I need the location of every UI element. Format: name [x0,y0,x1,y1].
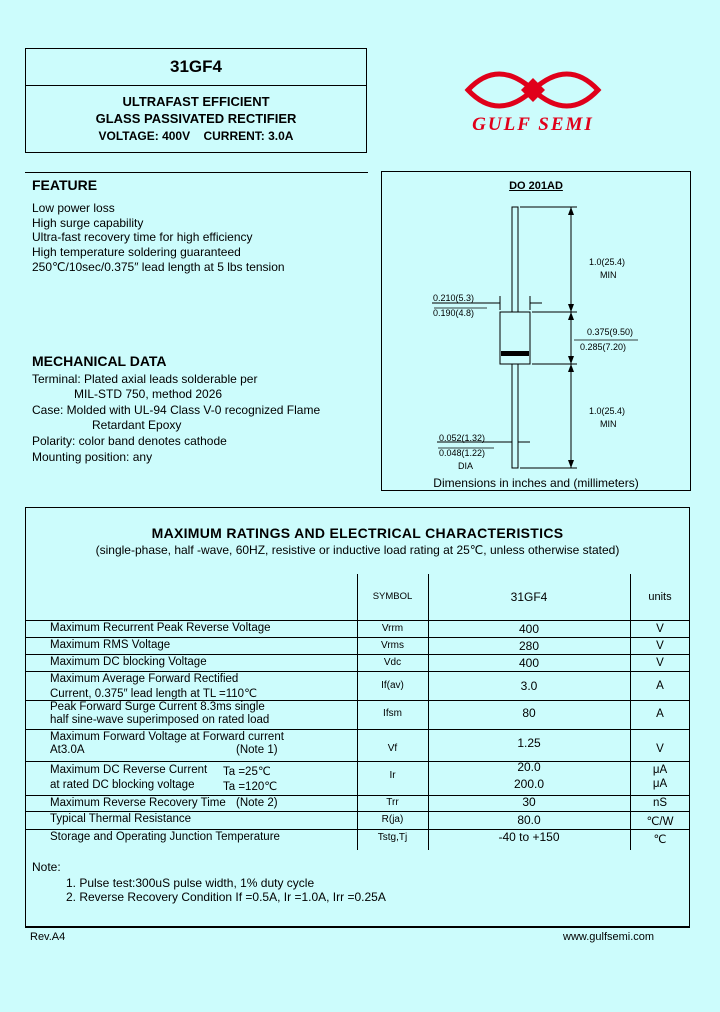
unit: ℃ [653,834,667,846]
value: 20.0 [517,760,541,774]
feature-item: 250℃/10sec/0.375″ lead length at 5 lbs tension [32,260,285,274]
mechanical-line: Case: Molded with UL-94 Class V-0 recognized Flame [32,403,321,417]
value: 400 [518,656,540,670]
unit: V [656,623,664,635]
col-header-part: 31GF4 [510,590,548,604]
dim-lead-length-top: 1.0(25.4) [589,257,626,267]
symbol: R(ja) [381,814,404,825]
dim-lead-dia-label: DIA [458,461,474,471]
param-condition: Ta =25℃ [223,766,271,778]
row-rule [25,671,690,672]
symbol: Vrms [381,640,404,651]
dim-lead-dia-max: 0.052(1.32) [439,433,486,443]
dim-body-dia-min: 0.190(4.8) [433,308,475,318]
dim-body-len-max: 0.375(9.50) [587,327,634,337]
revision: Rev.A4 [30,931,66,943]
logo-mark-icon [458,60,608,120]
cathode-band [501,351,529,356]
current-rating: CURRENT: 3.0A [203,129,294,143]
param-label: Maximum Reverse Recovery Time [50,797,226,809]
row-rule [25,637,690,638]
package-name: DO 201AD [509,180,563,192]
symbol: Vrrm [381,623,404,634]
mechanical-line: Mounting position: any [32,450,153,464]
symbol: Ifsm [383,708,402,719]
unit: μA [652,764,668,776]
col-header-units: units [648,591,672,603]
param-note: (Note 2) [236,797,278,809]
ratings-subtitle: (single-phase, half -wave, 60HZ, resistive or inductive load rating at 25℃, unless otherwise stated) [95,543,620,557]
value-2: 200.0 [513,777,545,791]
mechanical-line: Retardant Epoxy [92,418,182,432]
symbol: Vdc [383,657,402,668]
note-item: 1. Pulse test:300uS pulse width, 1% duty cycle [66,876,315,890]
voltage-current-line [26,129,366,143]
unit: ℃/W [646,816,674,828]
param-label-line2: at rated DC blocking voltage [50,779,195,791]
mechanical-line: Terminal: Plated axial leads solderable per [32,372,258,386]
dim-lead-length-bottom: 1.0(25.4) [589,406,626,416]
param-condition-2: Ta =120℃ [223,781,278,793]
unit: V [656,657,664,669]
unit: V [656,743,664,755]
unit: A [656,680,664,692]
row-rule [25,654,690,655]
unit: A [656,708,664,720]
value: 400 [518,622,540,636]
title-line-1: ULTRAFAST EFFICIENT [122,94,270,109]
param-label: Maximum RMS Voltage [50,639,171,651]
ratings-title: MAXIMUM RATINGS AND ELECTRICAL CHARACTERISTICS [151,525,564,541]
dim-lead-length-top-min: MIN [600,270,617,280]
param-note: (Note 1) [236,744,278,756]
voltage-rating: VOLTAGE: 400V [98,129,191,143]
param-label: Maximum DC blocking Voltage [50,656,207,668]
symbol: Vf [387,743,398,754]
param-label-line2: Current, 0.375″ lead length at TL =110℃ [50,688,257,700]
unit: nS [652,797,668,809]
param-label: Maximum Recurrent Peak Reverse Voltage [50,622,271,634]
header-rule [25,620,690,621]
unit-2: μA [652,778,668,790]
param-label-line2: half sine-wave superimposed on rated load [50,714,270,726]
symbol: Ir [389,770,396,781]
mechanical-title: MECHANICAL DATA [32,353,167,369]
part-number: 31GF4 [26,49,366,86]
param-label-line2: At3.0A [50,744,85,756]
col-header-symbol: SYMBOL [372,591,413,602]
dim-body-len-min: 0.285(7.20) [580,342,627,352]
param-label: Typical Thermal Resistance [50,813,192,825]
param-label: Maximum Average Forward Rectified [50,673,239,685]
mechanical-line: Polarity: color band denotes cathode [32,434,227,448]
value: 3.0 [520,679,538,693]
website-link[interactable]: www.gulfsemi.com [563,931,655,943]
dim-body-dia-max: 0.210(5.3) [433,293,475,303]
company-logo [458,60,608,140]
dimensions-caption: Dimensions in inches and (millimeters) [433,476,639,490]
value: 30 [522,795,536,809]
mechanical-line: MIL-STD 750, method 2026 [74,387,223,401]
package-drawing-box [381,171,691,491]
value: 1.25 [517,736,541,750]
value: 80.0 [517,813,541,827]
dim-lead-length-bottom-min: MIN [600,419,617,429]
value: 280 [518,639,540,653]
param-label: Maximum DC Reverse Current [50,764,208,776]
feature-item: High surge capability [32,216,144,230]
notes-title: Note: [32,860,61,874]
row-rule [25,729,690,730]
param-label: Maximum Forward Voltage at Forward current [50,731,284,743]
symbol: Trr [386,797,399,808]
symbol: If(av) [381,680,404,691]
value: 80 [522,706,536,720]
feature-rule [25,172,368,173]
param-label: Storage and Operating Junction Temperature [50,831,280,843]
param-label: Peak Forward Surge Current 8.3ms single [50,701,265,713]
package-outline-diagram [382,172,692,492]
title-box [25,48,367,153]
row-rule [25,811,690,812]
symbol: Tstg,Tj [377,832,408,843]
feature-item: High temperature soldering guaranteed [32,245,241,259]
feature-item: Ultra-fast recovery time for high efficiency [32,230,253,244]
feature-item: Low power loss [32,201,115,215]
logo-text: GULF SEMI [472,114,594,135]
dim-lead-dia-min: 0.048(1.22) [439,448,486,458]
title-line-2: GLASS PASSIVATED RECTIFIER [95,111,297,126]
value: -40 to +150 [498,830,560,844]
unit: V [656,640,664,652]
note-item: 2. Reverse Recovery Condition If =0.5A, Ir =1.0A, Irr =0.25A [66,890,386,904]
footer-rule [25,927,690,928]
feature-title: FEATURE [32,177,98,193]
